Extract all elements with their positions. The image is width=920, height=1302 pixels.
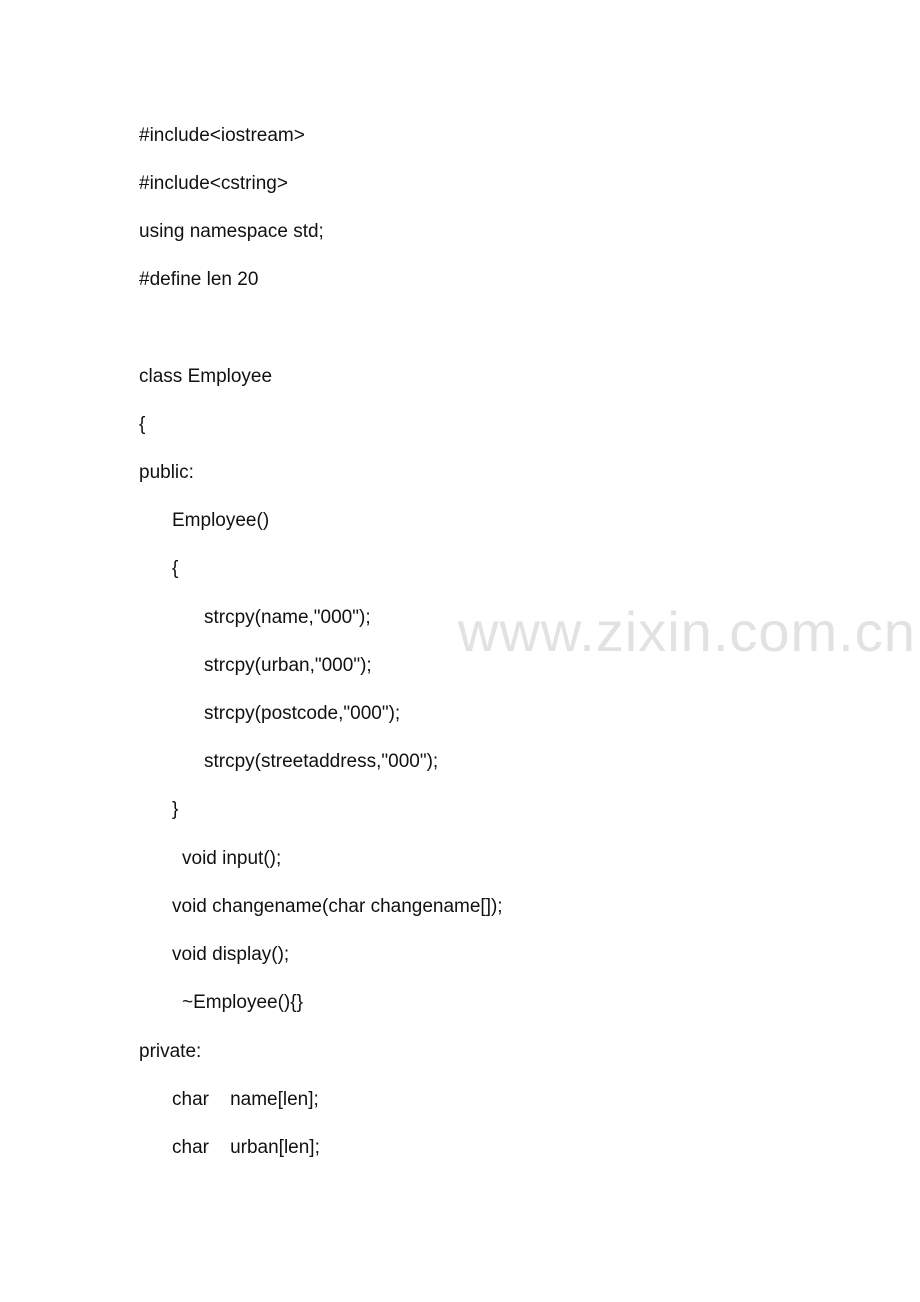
code-line-using-namespace: using namespace std; [139,221,324,242]
code-line-strcpy-streetaddress: strcpy(streetaddress,"000"); [204,751,439,772]
watermark: www.zixin.com.cn [458,600,916,663]
code-line-display-method: void display(); [172,944,290,965]
code-line-constructor: Employee() [172,510,270,531]
code-line-char-name: char name[len]; [172,1089,319,1110]
code-line-define-len: #define len 20 [139,269,259,290]
code-line-class-declaration: class Employee [139,366,273,387]
code-line-strcpy-urban: strcpy(urban,"000"); [204,655,372,676]
code-line-changename-method: void changename(char changename[]); [172,896,503,917]
code-line-public-label: public: [139,462,194,483]
code-line-constructor-open-brace: { [172,558,179,579]
code-line-private-label: private: [139,1041,202,1062]
code-line-destructor: ~Employee(){} [182,992,303,1013]
code-line-include-iostream: #include<iostream> [139,125,305,146]
code-line-strcpy-postcode: strcpy(postcode,"000"); [204,703,401,724]
code-line-char-urban: char urban[len]; [172,1137,320,1158]
code-line-include-cstring: #include<cstring> [139,173,288,194]
code-line-constructor-close-brace: } [172,799,179,820]
code-line-input-method: void input(); [182,848,282,869]
code-line-class-open-brace: { [139,414,146,435]
code-line-strcpy-name: strcpy(name,"000"); [204,607,371,628]
